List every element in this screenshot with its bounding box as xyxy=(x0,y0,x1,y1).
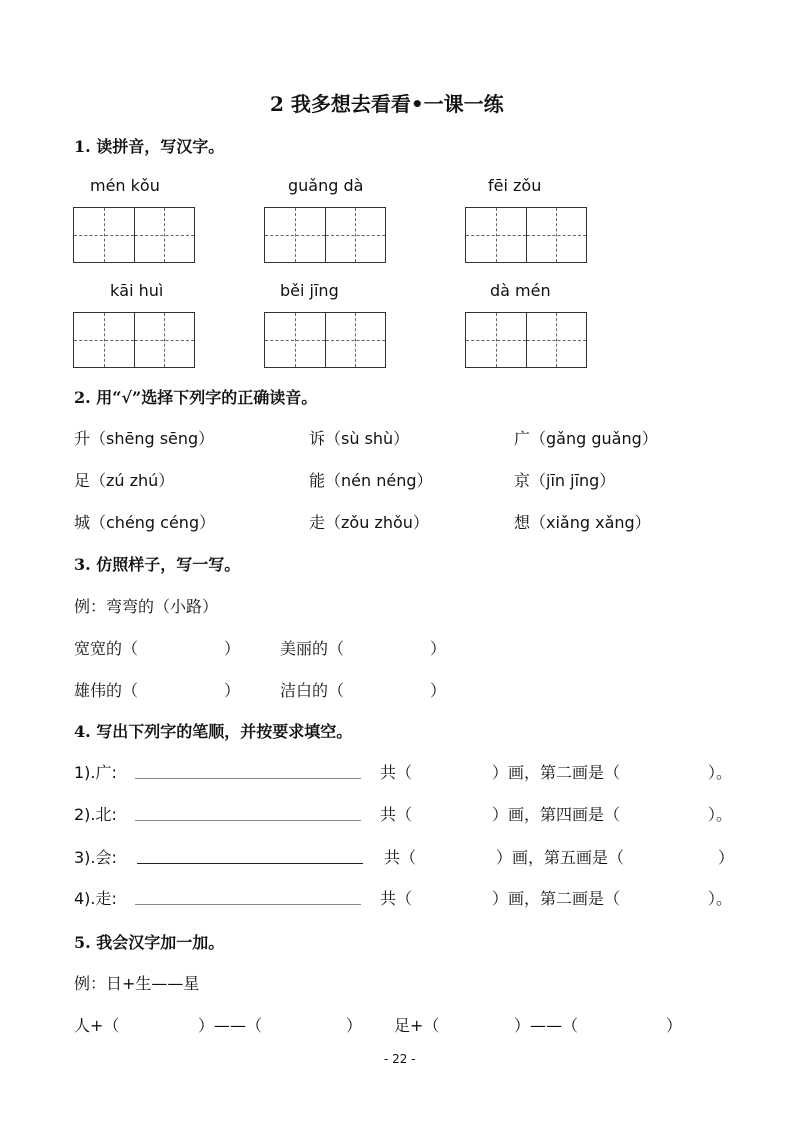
fill-blank-label: 洁白的（ xyxy=(280,681,345,700)
tianzige-grid[interactable] xyxy=(73,207,195,263)
page-number: - 22 - xyxy=(384,1052,416,1066)
pinyin-label: dà mén xyxy=(490,281,551,300)
reading-choice[interactable]: 城（chéng céng） xyxy=(74,513,216,532)
reading-choice[interactable]: 足（zú zhú） xyxy=(74,471,175,490)
answer-line[interactable] xyxy=(135,820,361,821)
stroke-count-label: 共（ xyxy=(380,889,413,908)
stroke-question: ）画，第四画是（ xyxy=(492,805,621,824)
fill-blank-close: ） xyxy=(224,681,241,700)
pinyin-label: guǎng dà xyxy=(288,176,364,195)
pinyin-label: běi jīng xyxy=(280,281,339,300)
stroke-count-label: 共（ xyxy=(380,763,413,782)
stroke-count-label: 共（ xyxy=(384,848,417,867)
stroke-close: ） xyxy=(718,848,735,867)
q2-heading: 2. 用“√”选择下列字的正确读音。 xyxy=(74,388,318,407)
reading-choice[interactable]: 能（nén néng） xyxy=(309,471,433,490)
reading-choice[interactable]: 诉（sù shù） xyxy=(309,429,410,448)
stroke-question: ）画，第五画是（ xyxy=(496,848,625,867)
pinyin-label: mén kǒu xyxy=(90,176,160,195)
add-part-c: ） xyxy=(666,1016,683,1035)
stroke-order-label: 3).会: xyxy=(74,848,117,867)
add-part-b: ）——（ xyxy=(198,1016,263,1035)
fill-blank-close: ） xyxy=(430,639,447,658)
add-part-a: 人+（ xyxy=(74,1016,120,1035)
q4-heading: 4. 写出下列字的笔顺，并按要求填空。 xyxy=(74,722,353,741)
fill-blank-label: 美丽的（ xyxy=(280,639,345,658)
add-part-a: 足+（ xyxy=(394,1016,440,1035)
answer-line[interactable] xyxy=(135,778,361,779)
add-part-c: ） xyxy=(346,1016,363,1035)
answer-line[interactable] xyxy=(137,863,363,864)
stroke-question: ）画，第二画是（ xyxy=(492,889,621,908)
stroke-question: ）画，第二画是（ xyxy=(492,763,621,782)
pinyin-label: fēi zǒu xyxy=(488,176,542,195)
fill-blank-close: ） xyxy=(430,681,447,700)
stroke-count-label: 共（ xyxy=(380,805,413,824)
fill-blank-label: 雄伟的（ xyxy=(74,681,139,700)
q3-example: 例：弯弯的（小路） xyxy=(74,597,219,616)
stroke-close: ）。 xyxy=(708,763,733,782)
q5-heading: 5. 我会汉字加一加。 xyxy=(74,933,225,952)
tianzige-grid[interactable] xyxy=(264,207,386,263)
reading-choice[interactable]: 走（zǒu zhǒu） xyxy=(309,513,429,532)
reading-choice[interactable]: 京（jīn jīng） xyxy=(514,471,616,490)
q5-example: 例：日+生——星 xyxy=(74,974,200,993)
tianzige-grid[interactable] xyxy=(465,312,587,368)
stroke-close: ）。 xyxy=(708,805,733,824)
stroke-order-label: 2).北: xyxy=(74,805,117,824)
tianzige-grid[interactable] xyxy=(73,312,195,368)
q1-heading: 1. 读拼音，写汉字。 xyxy=(74,137,225,156)
stroke-order-label: 1).广: xyxy=(74,763,117,782)
answer-line[interactable] xyxy=(135,904,361,905)
fill-blank-label: 宽宽的（ xyxy=(74,639,139,658)
reading-choice[interactable]: 想（xiǎng xǎng） xyxy=(514,513,651,532)
page-title: 2 我多想去看看•一课一练 xyxy=(270,92,504,116)
pinyin-label: kāi huì xyxy=(110,281,164,300)
tianzige-grid[interactable] xyxy=(264,312,386,368)
stroke-close: ）。 xyxy=(708,889,733,908)
stroke-order-label: 4).走: xyxy=(74,889,117,908)
tianzige-grid[interactable] xyxy=(465,207,587,263)
reading-choice[interactable]: 广（gǎng guǎng） xyxy=(514,429,658,448)
add-part-b: ）——（ xyxy=(514,1016,579,1035)
fill-blank-close: ） xyxy=(224,639,241,658)
reading-choice[interactable]: 升（shēng sēng） xyxy=(74,429,215,448)
q3-heading: 3. 仿照样子，写一写。 xyxy=(74,555,241,574)
